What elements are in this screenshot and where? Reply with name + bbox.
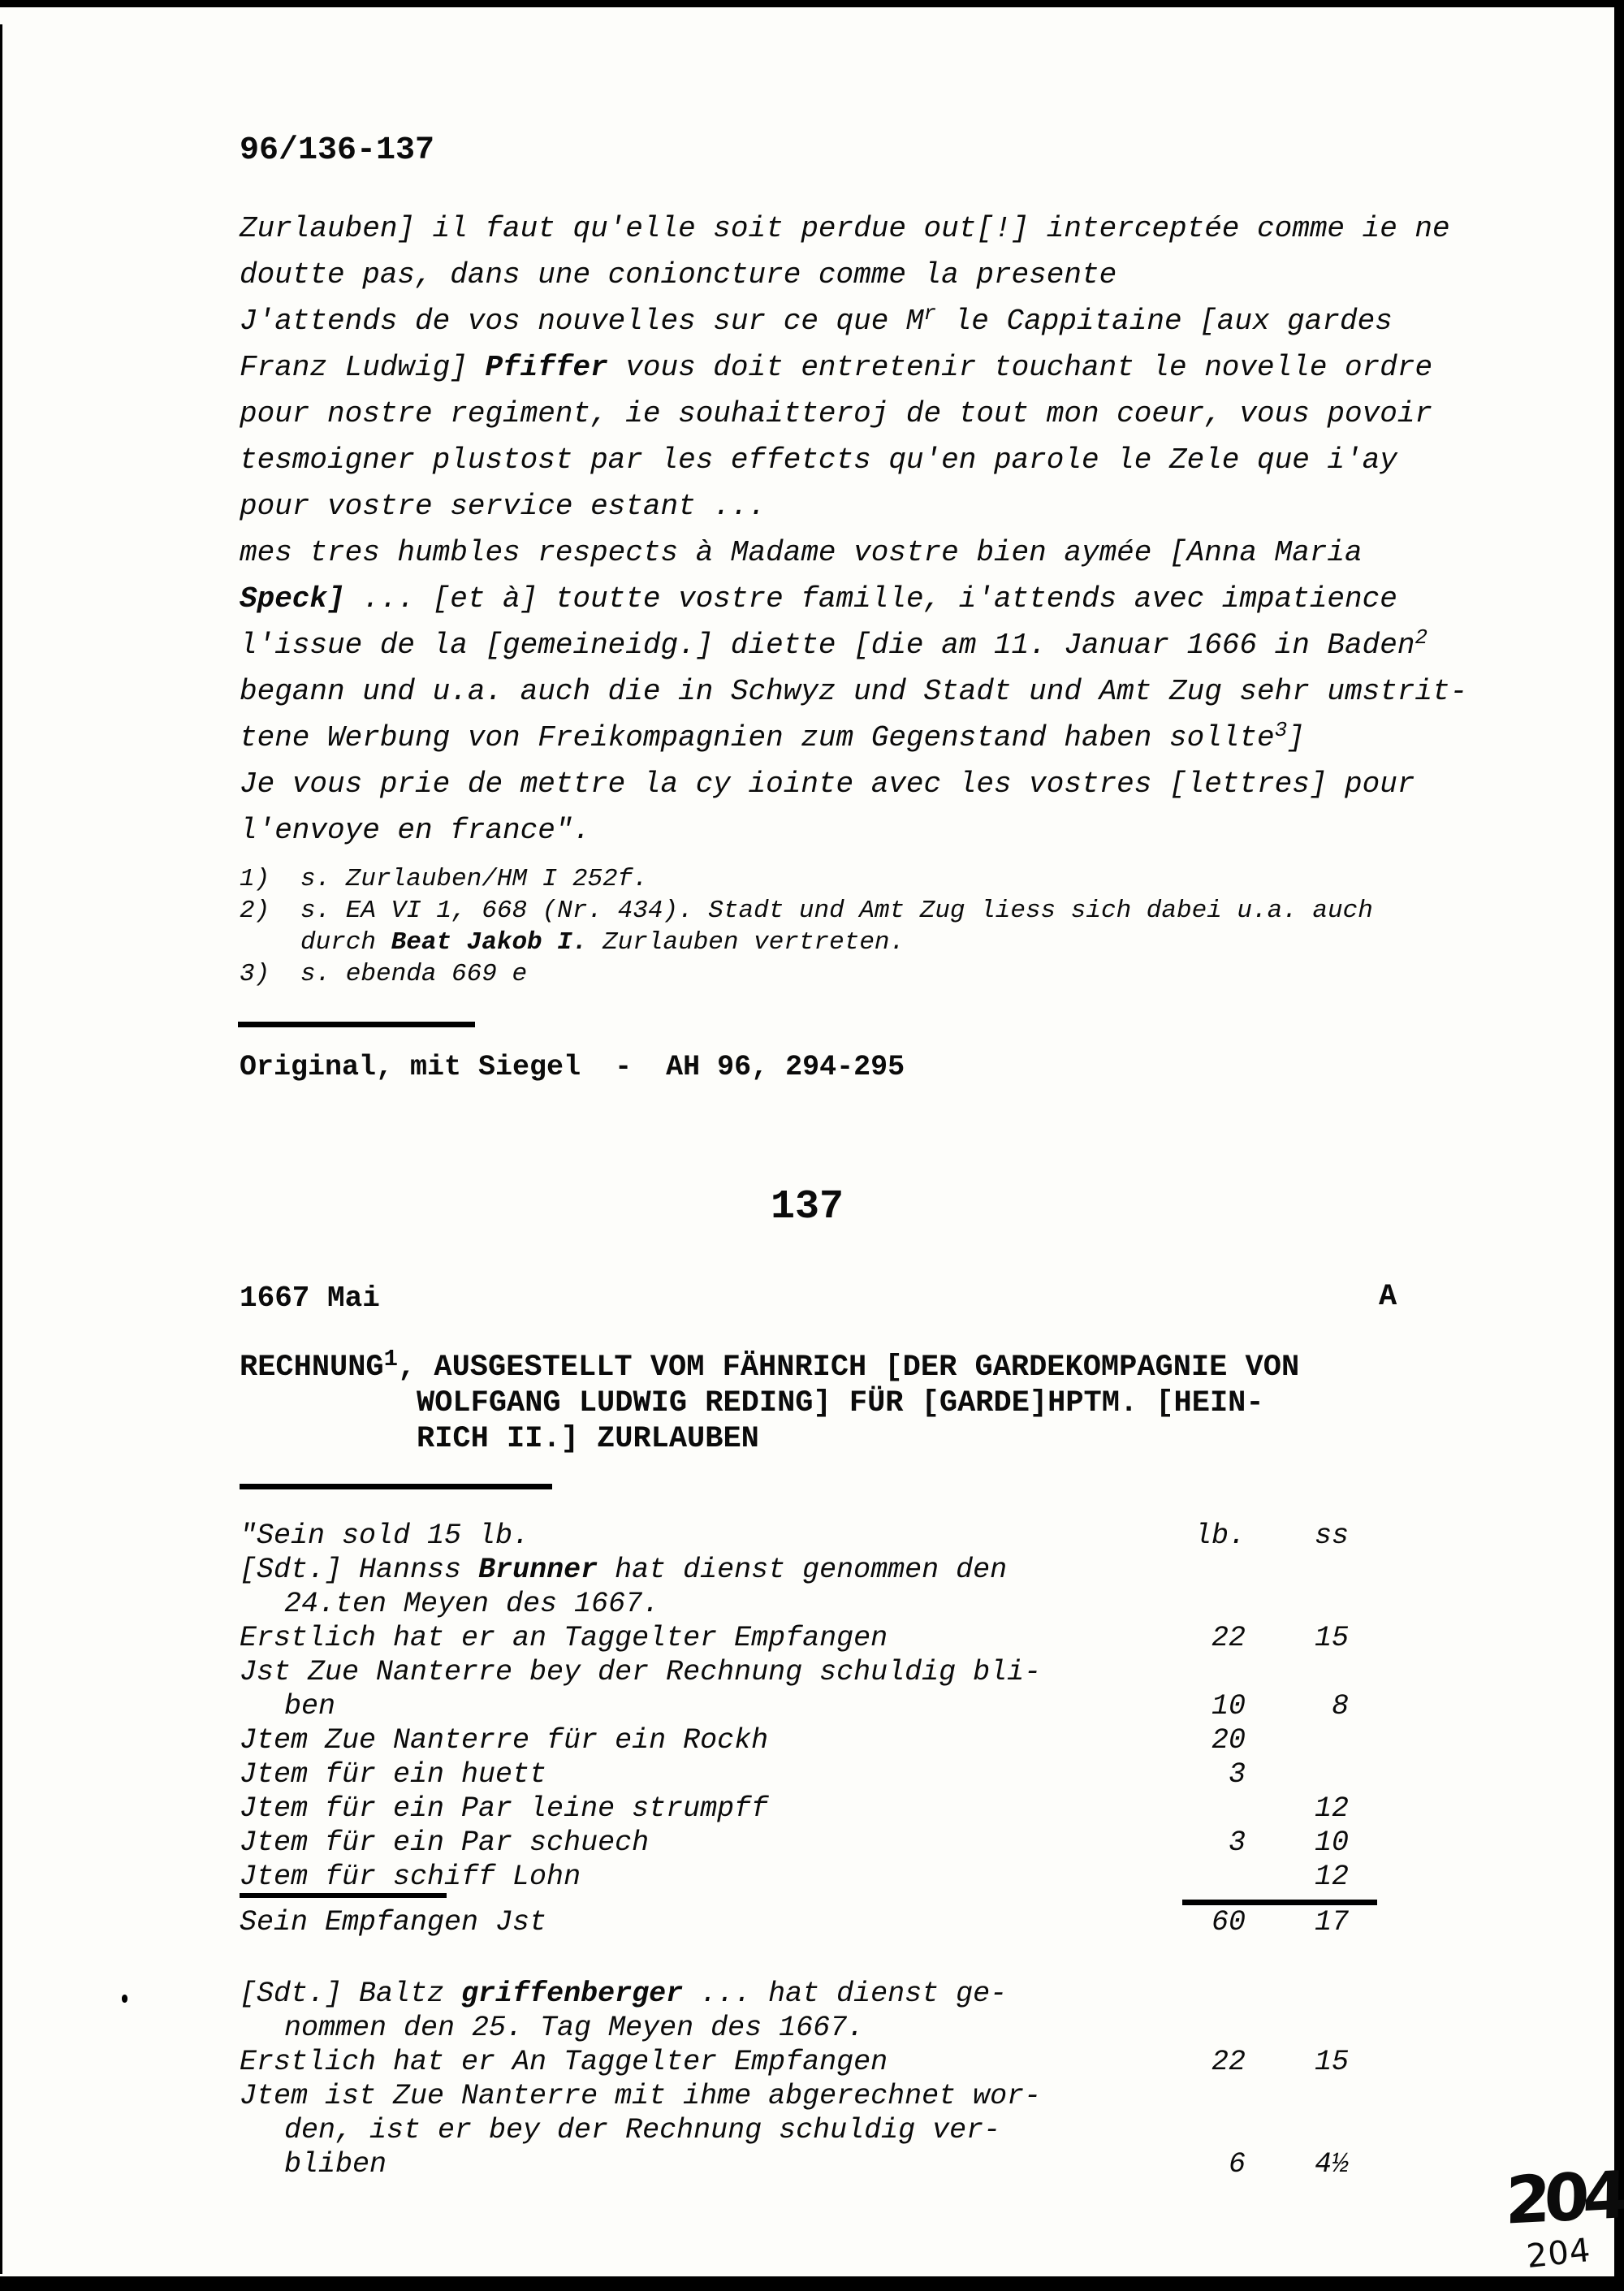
row-description (240, 2079, 1164, 2113)
amount-lb (1164, 2113, 1246, 2147)
letter-transcription (240, 205, 1539, 854)
row-description (240, 1553, 1164, 1587)
table-row (240, 1553, 1349, 1587)
handwritten-page-number-light: 204 (1524, 2231, 1593, 2276)
handwritten-page-number-bold: 204 (1505, 2157, 1622, 2239)
table-row (240, 2113, 1349, 2147)
text-segment: Jtem ist Zue Nanterre mit ihme abgerechnet wor- (240, 2080, 1042, 2112)
text-segment: bliben (284, 2148, 387, 2181)
text-segment: , AUSGESTELLT VOM FÄHNRICH [DER GARDEKOMPAGNIE VON (397, 1351, 1300, 1385)
table-row (240, 2011, 1349, 2045)
amount-lb (1164, 1977, 1246, 2011)
entry-heading-line (240, 1421, 1299, 1457)
text-segment: mes tres humbles respects à Madame vostre bien aymée [Anna Maria (240, 536, 1363, 569)
text-segment: WOLFGANG LUDWIG REDING] FÜR [GARDE]HPTM. [HEIN- (417, 1386, 1264, 1420)
emphasized-name: Brunner (478, 1554, 598, 1586)
entry-heading (240, 1346, 1300, 1457)
table-row (240, 1621, 1349, 1655)
letter-line (240, 668, 1539, 715)
footnote (240, 895, 1373, 958)
row-description (240, 1826, 1164, 1860)
text-segment: Jtem für schiff Lohn (240, 1861, 581, 1893)
text-segment: tesmoigner plustost par les effetcts qu'en parole le Zele que i'ay (240, 443, 1397, 477)
text-segment: nommen den 25. Tag Meyen des 1667. (284, 2012, 865, 2044)
footnote-line (300, 958, 1373, 990)
text-segment: Zurlauben vertreten. (587, 928, 905, 957)
text-segment: s. ebenda 669 e (300, 960, 528, 988)
text-segment: J'attends de vos nouvelles sur ce que M (240, 305, 924, 338)
text-segment: Franz Ludwig] (240, 351, 486, 384)
text-segment: Sein Empfangen Jst (240, 1906, 547, 1939)
amount-ss: 15 (1314, 2046, 1349, 2078)
text-segment: ... hat dienst ge- (683, 1978, 1008, 2010)
text-segment: Erstlich hat er an Taggelter Empfangen (240, 1622, 888, 1654)
divider-rule-provenance (238, 1022, 475, 1027)
superscript-note-ref: r (923, 301, 937, 326)
entry-number: 137 (770, 1184, 844, 1230)
letter-line (240, 576, 1539, 622)
text-segment: [Sdt.] Hannss (240, 1554, 479, 1586)
footnote-marker: 3) (240, 960, 270, 988)
letter-line (240, 205, 1539, 252)
amount-lb (1164, 1792, 1246, 1826)
emphasized-name: Beat Jakob I. (391, 928, 588, 957)
sum-rule-left (240, 1893, 447, 1898)
scan-edge-right (1614, 0, 1624, 2291)
row-description (240, 2113, 1164, 2147)
amount-ss (1246, 2011, 1349, 2045)
amount-ss (1246, 1723, 1349, 1757)
amount-lb (1164, 2079, 1246, 2113)
amount-lb: 22 (1211, 1622, 1246, 1654)
row-description (240, 1905, 1164, 1939)
table-row (240, 2147, 1349, 2181)
letter-line (240, 344, 1539, 391)
text-segment: pour vostre service estant ... (240, 490, 767, 523)
amount-ss: 8 (1331, 1690, 1349, 1723)
row-description (240, 1655, 1164, 1689)
footnote-marker: 2) (240, 897, 270, 925)
amount-ss (1246, 1655, 1349, 1689)
section-mark: A (1379, 1280, 1397, 1314)
table-row (240, 1757, 1349, 1792)
superscript-note-ref: 3 (1274, 718, 1288, 743)
row-description (240, 1689, 1164, 1723)
amount-lb (1164, 1860, 1246, 1894)
amount-lb (1164, 2011, 1246, 2045)
divider-rule-table (240, 1484, 552, 1489)
table-row (240, 1826, 1349, 1860)
text-segment: Jst Zue Nanterre bey der Rechnung schuldig bli- (240, 1656, 1042, 1688)
row-description (240, 2045, 1164, 2079)
amount-lb: 22 (1211, 2046, 1246, 2078)
footnote-line (300, 863, 1373, 895)
row-description (240, 1977, 1164, 2011)
amount-ss: 12 (1314, 1861, 1349, 1893)
letter-line (240, 298, 1539, 344)
text-segment: RICH II.] ZURLAUBEN (417, 1422, 759, 1456)
superscript-note-ref: 1 (383, 1346, 398, 1373)
scan-edge-top (0, 0, 1624, 7)
amount-ss: 4½ (1314, 2148, 1349, 2181)
amount-lb: 60 (1211, 1906, 1246, 1939)
text-segment: RECHNUNG (240, 1351, 384, 1385)
text-segment: begann und u.a. auch die in Schwyz und Stadt und Amt Zug sehr umstrit- (240, 675, 1468, 708)
table-row (240, 1689, 1349, 1723)
amount-lb (1164, 1553, 1246, 1587)
text-segment: s. Zurlauben/HM I 252f. (300, 865, 648, 893)
row-description (240, 1792, 1164, 1826)
text-segment: ... [et à] toutte vostre famille, i'attends avec impatience (344, 582, 1397, 616)
letter-line (240, 807, 1539, 854)
letter-line (240, 715, 1539, 761)
text-segment: Jtem für ein Par schuech (240, 1826, 650, 1859)
text-segment: s. EA VI 1, 668 (Nr. 434). Stadt und Amt Zug liess sich dabei u.a. auch (300, 897, 1373, 925)
letter-line (240, 622, 1539, 668)
amount-lb: 3 (1228, 1826, 1246, 1859)
amount-lb: 10 (1211, 1690, 1246, 1723)
text-segment: l'envoye en france". (240, 814, 591, 847)
footnote-line (300, 927, 1373, 958)
emphasized-name: Pfiffer (485, 351, 608, 384)
amount-ss (1246, 1587, 1349, 1621)
text-segment: den, ist er bey der Rechnung schuldig ver- (284, 2114, 1001, 2146)
row-description (240, 1519, 1164, 1553)
amount-lb: 6 (1228, 2148, 1246, 2181)
entry-date: 1667 Mai (240, 1282, 380, 1315)
text-segment: le Cappitaine [aux gardes (936, 305, 1393, 338)
text-segment: tene Werbung von Freikompagnien zum Gegenstand haben sollte (240, 721, 1275, 754)
text-segment: doutte pas, dans une conioncture comme la presente (240, 258, 1117, 292)
table-row (240, 1905, 1349, 1939)
table-row (240, 1519, 1349, 1553)
amount-ss: 15 (1314, 1622, 1349, 1654)
row-description (240, 1860, 1164, 1894)
text-segment: Jtem Zue Nanterre für ein Rockh (240, 1724, 769, 1757)
amount-ss: 10 (1314, 1826, 1349, 1859)
text-segment: Erstlich hat er An Taggelter Empfangen (240, 2046, 888, 2078)
amount-ss (1246, 1553, 1349, 1587)
scan-edge-bottom (0, 2276, 1624, 2291)
letter-line (240, 391, 1539, 437)
text-segment: pour nostre regiment, ie souhaitteroj de tout mon coeur, vous povoir (240, 397, 1433, 430)
scan-edge-left (0, 24, 2, 2274)
amount-lb: 20 (1211, 1724, 1246, 1757)
table-row (240, 1792, 1349, 1826)
row-description (240, 1723, 1164, 1757)
scan-artifact-dot (122, 1995, 127, 2003)
text-segment: hat dienst genommen den (598, 1554, 1008, 1586)
emphasized-name: Speck] (240, 582, 345, 616)
text-segment: 24.ten Meyen des 1667. (284, 1588, 660, 1620)
letter-line (240, 252, 1539, 298)
table-row (240, 1587, 1349, 1621)
text-segment: Jtem für ein Par leine strumpff (240, 1792, 769, 1825)
archive-reference: 96/136-137 (240, 132, 435, 169)
amount-ss: ss (1314, 1519, 1349, 1552)
footnote-marker: 1) (240, 865, 270, 893)
amount-ss: 12 (1314, 1792, 1349, 1825)
footnote (240, 958, 1373, 990)
amount-lb (1164, 1587, 1246, 1621)
row-description (240, 2147, 1164, 2181)
table-row (240, 1723, 1349, 1757)
text-segment: Je vous prie de mettre la cy iointe avec les vostres [lettres] pour (240, 767, 1415, 801)
table-row (240, 1655, 1349, 1689)
text-segment: ben (284, 1690, 336, 1723)
text-segment: Jtem für ein huett (240, 1758, 547, 1791)
table-row (240, 2045, 1349, 2079)
text-segment: ] (1287, 721, 1305, 754)
entry-heading-line (240, 1385, 1299, 1421)
footnotes-block (240, 863, 1373, 990)
letter-line (240, 530, 1539, 576)
emphasized-name: griffenberger (461, 1978, 684, 2010)
amount-lb (1164, 1655, 1246, 1689)
row-description (240, 1621, 1164, 1655)
amount-ss (1246, 1757, 1349, 1792)
footnote-line (300, 895, 1373, 927)
row-description (240, 1587, 1164, 1621)
amount-ss (1246, 2079, 1349, 2113)
letter-line (240, 483, 1539, 530)
amount-lb: 3 (1228, 1758, 1246, 1791)
text-segment: l'issue de la [gemeineidg.] diette [die am 11. Januar 1666 in Baden (240, 629, 1415, 662)
superscript-note-ref: 2 (1415, 625, 1427, 651)
letter-line (240, 761, 1539, 807)
amount-ss: 17 (1314, 1906, 1349, 1939)
account-table (240, 1519, 1349, 2181)
row-description (240, 2011, 1164, 2045)
text-segment: "Sein sold 15 lb. (240, 1519, 530, 1552)
text-segment: durch (300, 928, 391, 957)
provenance-note: Original, mit Siegel - AH 96, 294-295 (240, 1051, 905, 1083)
amount-ss (1246, 2113, 1349, 2147)
text-segment: [Sdt.] Baltz (240, 1978, 462, 2010)
text-segment: vous doit entretenir touchant le novelle ordre (607, 351, 1433, 384)
entry-heading-line (240, 1346, 1300, 1385)
row-description (240, 1757, 1164, 1792)
amount-lb: lb. (1194, 1519, 1246, 1552)
table-row (240, 2079, 1349, 2113)
footnote (240, 863, 1373, 895)
amount-ss (1246, 1977, 1349, 2011)
text-segment: Zurlauben] il faut qu'elle soit perdue out[!] interceptée comme ie ne (240, 212, 1450, 245)
table-row (240, 1860, 1349, 1894)
sum-rule-amounts (1182, 1900, 1377, 1905)
table-row (240, 1977, 1349, 2011)
letter-line (240, 437, 1539, 483)
